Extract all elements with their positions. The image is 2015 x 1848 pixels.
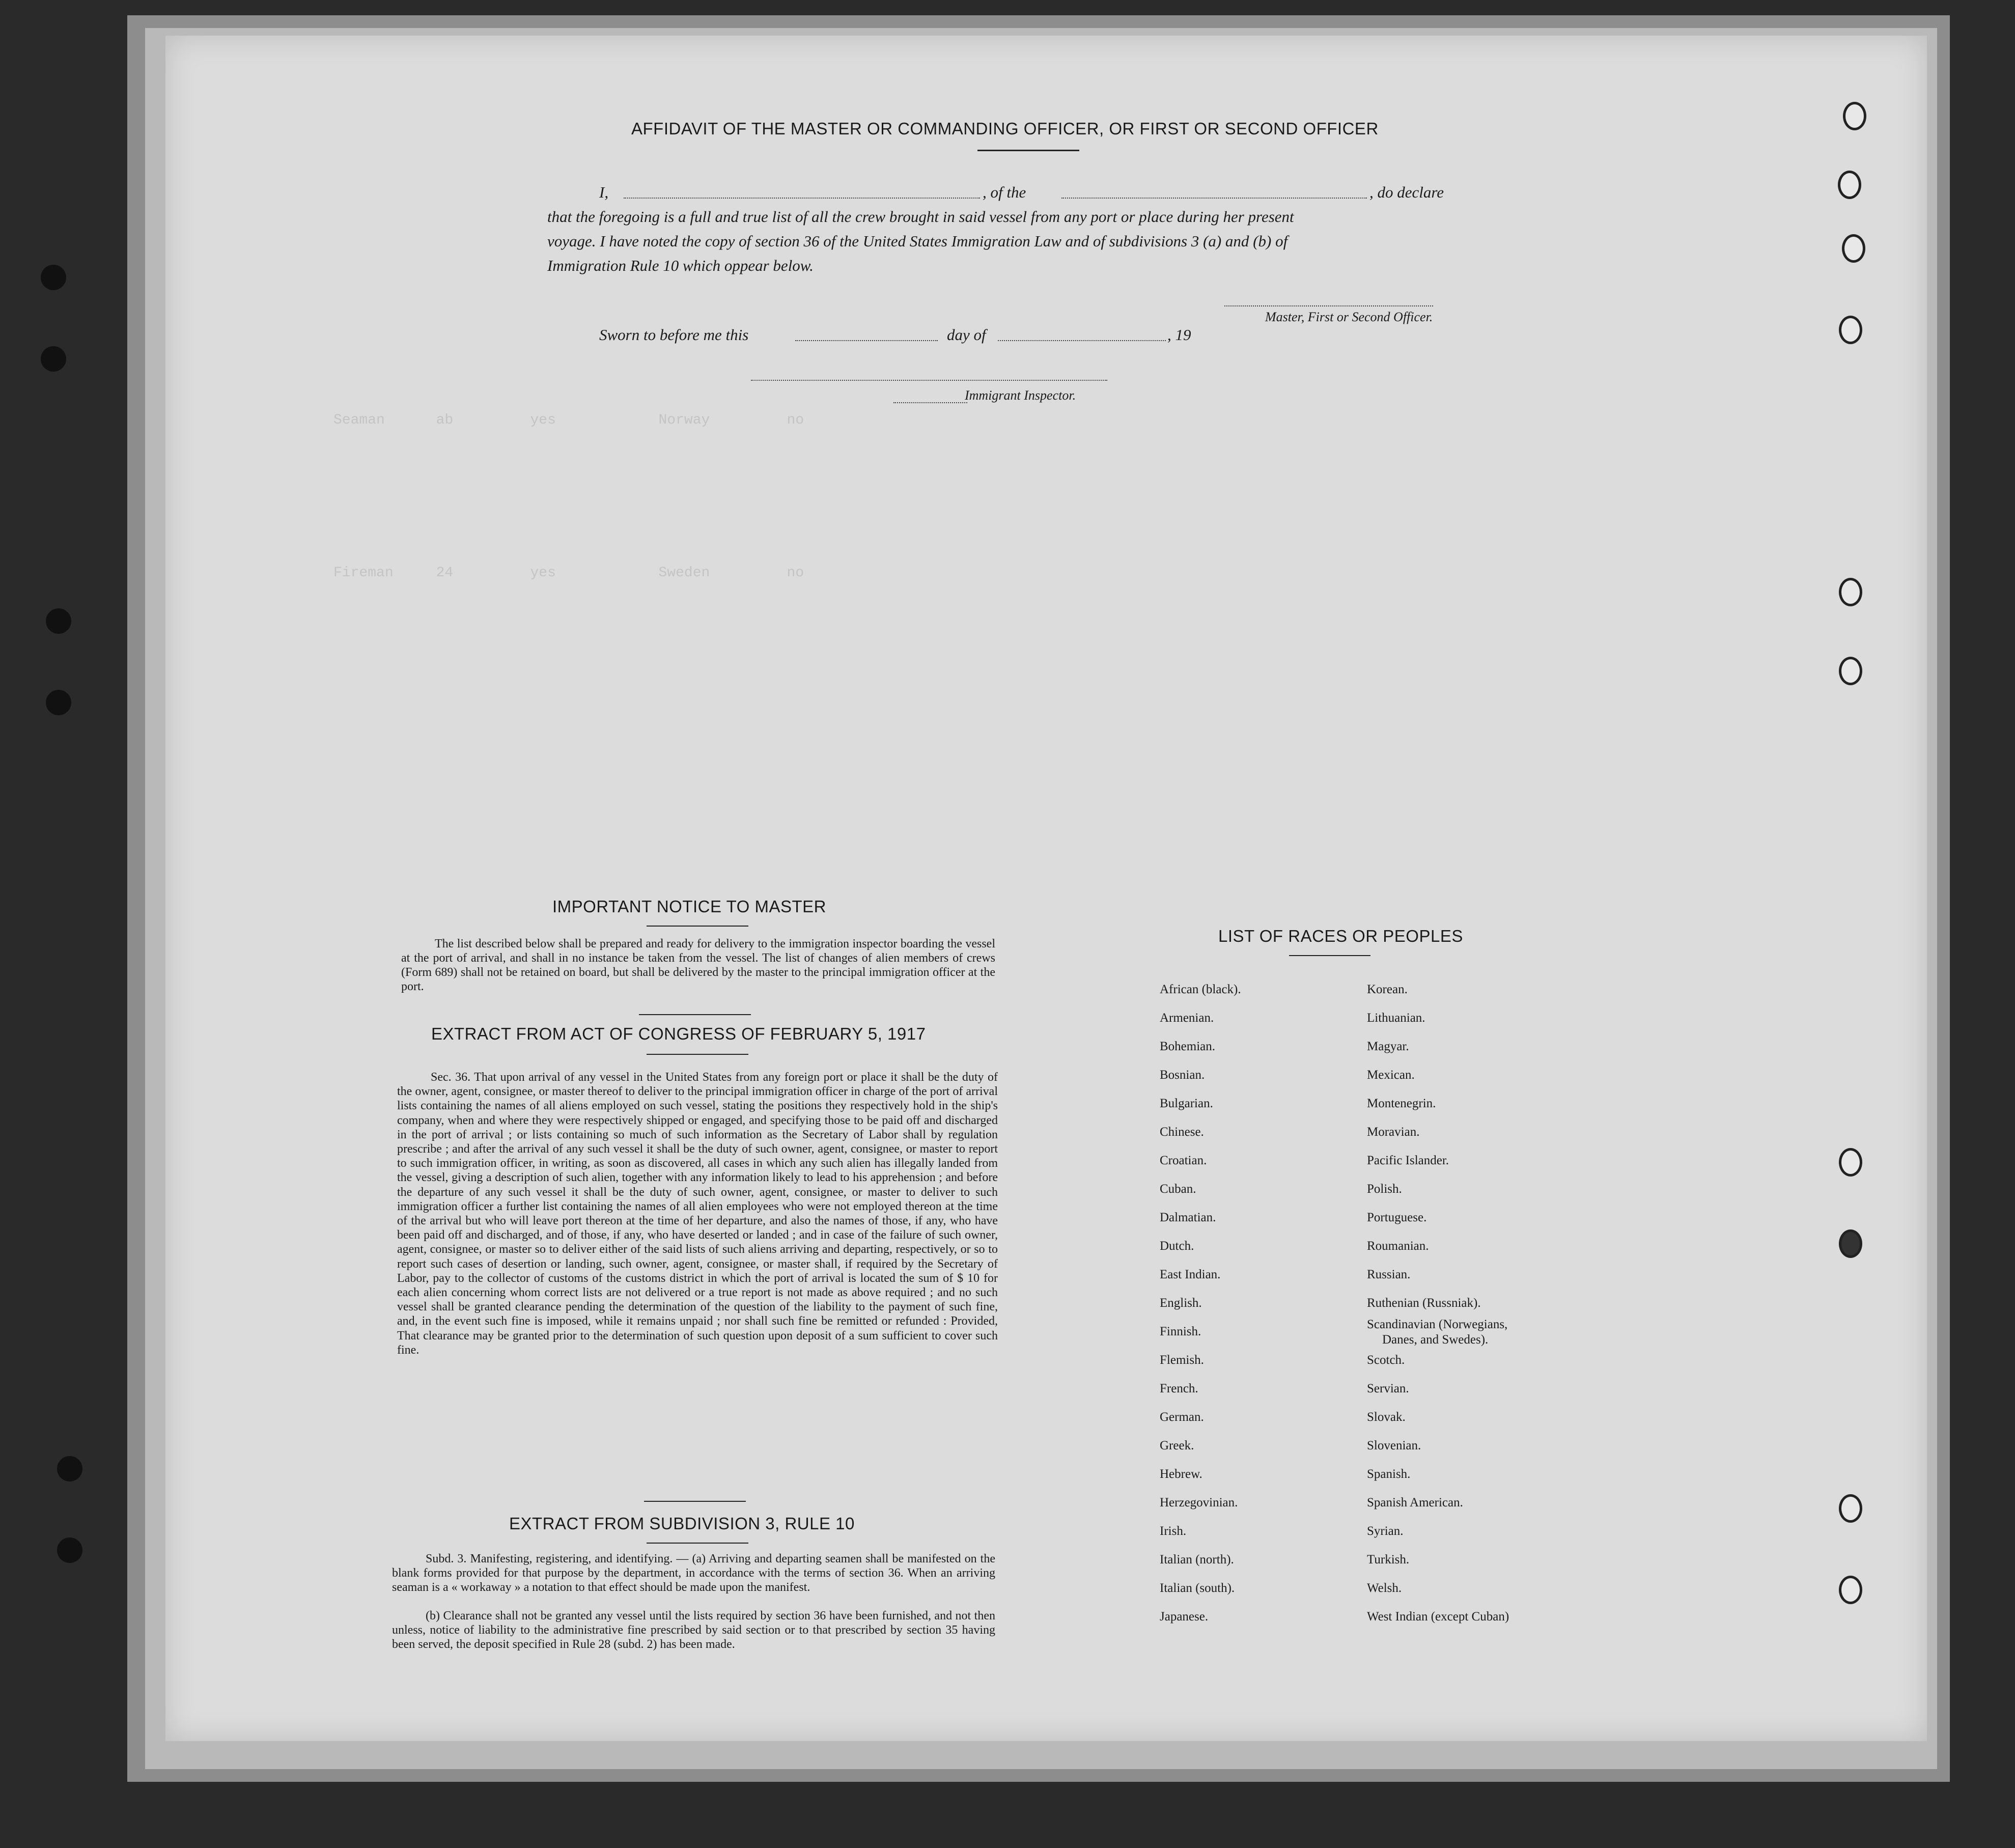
inspector-dots	[893, 402, 967, 403]
affidavit-i: I,	[599, 183, 609, 201]
binder-hole	[46, 690, 71, 715]
race-item: Magyar.	[1367, 1040, 1409, 1053]
race-item: West Indian (except Cuban)	[1367, 1610, 1509, 1623]
race-item: Bohemian.	[1160, 1040, 1216, 1053]
punch-ring	[1839, 1494, 1862, 1523]
binder-hole	[41, 346, 66, 372]
races-underline	[1289, 955, 1370, 956]
punch-ring	[1839, 316, 1862, 344]
extract-rule-text-a: Subd. 3. Manifesting, registering, and identifying. — (a) Arriving and departing seamen shall be manifested on the blank forms provided for that purpose by the department, in accordance with the terms of section 36. When an arriving seaman is a « workaway » a notation to that effect should be made upon the manifest.	[392, 1552, 995, 1594]
affidavit-do-declare: , do declare	[1369, 183, 1444, 201]
race-item: Japanese.	[1160, 1610, 1209, 1623]
affidavit-line3: voyage. I have noted the copy of section 36 of the United States Immigration Law and of subdivisions 3 (a) and (b) of	[547, 232, 1288, 250]
notice-underline	[647, 926, 748, 927]
inspector-signature-line[interactable]	[751, 380, 1107, 381]
race-item: Hebrew.	[1160, 1467, 1202, 1481]
bleed-through-text: Seaman ab yes Norway no	[333, 412, 804, 428]
race-item: Spanish.	[1367, 1467, 1411, 1481]
notice-title: IMPORTANT NOTICE TO MASTER	[552, 897, 827, 916]
affidavit-of-the: , of the	[983, 183, 1026, 201]
race-item: Dutch.	[1160, 1239, 1194, 1253]
race-item: Chinese.	[1160, 1125, 1204, 1139]
punch-ring	[1842, 234, 1865, 263]
race-item: Italian (south).	[1160, 1581, 1235, 1595]
notice-text: The list described below shall be prepared and ready for delivery to the immigration inspector boarding the vessel at the port of arrival, and shall in no instance be taken from the vessel. The list of changes of alien members of crews (Form 689) shall not be retained on board, but shall be delivered by the master to the principal immigration officer at the port.	[401, 937, 995, 993]
race-item: Greek.	[1160, 1439, 1194, 1452]
race-item: Scotch.	[1367, 1353, 1405, 1367]
affidavit-line2: that the foregoing is a full and true list of all the crew brought in said vessel from any port or place during her present	[547, 208, 1294, 226]
race-item: German.	[1160, 1410, 1204, 1424]
officer-signature-line[interactable]	[1224, 305, 1433, 306]
race-item: Ruthenian (Russniak).	[1367, 1296, 1481, 1310]
vessel-blank[interactable]	[1061, 198, 1367, 199]
race-item: Welsh.	[1367, 1581, 1402, 1595]
race-item: Korean.	[1367, 983, 1408, 996]
race-item: Italian (north).	[1160, 1553, 1234, 1566]
race-item: East Indian.	[1160, 1268, 1221, 1281]
race-item: Syrian.	[1367, 1524, 1404, 1538]
race-item: Flemish.	[1160, 1353, 1204, 1367]
race-item: Montenegrin.	[1367, 1097, 1436, 1110]
race-item: Irish.	[1160, 1524, 1187, 1538]
extract-rule-text-b: (b) Clearance shall not be granted any vessel until the lists required by section 36 have been furnished, and not then unless, notice of liability to the administrative fine prescribed by said section or to that prescribed by section 35 having been served, the deposit specified in Rule 28 (subd. 2) has been made.	[392, 1609, 995, 1651]
punch-ring	[1839, 1148, 1862, 1177]
affidavit-line4: Immigration Rule 10 which oppear below.	[547, 257, 814, 274]
race-item: Mexican.	[1367, 1068, 1415, 1082]
race-item: Moravian.	[1367, 1125, 1420, 1139]
binder-hole	[57, 1456, 82, 1481]
title-underline	[977, 150, 1079, 151]
races-title: LIST OF RACES OR PEOPLES	[1218, 927, 1463, 945]
binder-hole	[57, 1537, 82, 1563]
race-item: Scandinavian (Norwegians,	[1367, 1318, 1508, 1331]
race-item: Slovenian.	[1367, 1439, 1421, 1452]
sworn-text: Sworn to before me this	[599, 326, 749, 344]
separator	[639, 1014, 751, 1015]
affidavit-title: AFFIDAVIT OF THE MASTER OR COMMANDING OFFICER, OR FIRST OR SECOND OFFICER	[631, 119, 1379, 138]
race-item: Russian.	[1367, 1268, 1411, 1281]
punch-ring	[1839, 1576, 1862, 1604]
race-item: Cuban.	[1160, 1182, 1196, 1196]
inspector-label: Immigrant Inspector.	[965, 388, 1076, 403]
race-item: English.	[1160, 1296, 1202, 1310]
race-item: Finnish.	[1160, 1325, 1201, 1338]
punch-ring	[1843, 102, 1866, 130]
race-item: Bulgarian.	[1160, 1097, 1213, 1110]
race-item: Turkish.	[1367, 1553, 1410, 1566]
punch-ring	[1839, 1229, 1862, 1258]
bleed-through-text: Fireman 24 yes Sweden no	[333, 565, 804, 581]
race-item: Spanish American.	[1367, 1496, 1463, 1509]
extract-act-text: Sec. 36. That upon arrival of any vessel in the United States from any foreign port or place it shall be the duty of the owner, agent, consignee, or master thereof to deliver to the principal immigration officer in charge of the port of arrival lists containing the names of all aliens employed on such vessel, stating the positions they respectively hold in the ship's company, when and where they were respectively shipped or engaged, and specifying those to be paid off and discharged in the port of arrival ; or lists containing so much of such information as the Secretary of Labor shall by regulation prescribe ; and after the arrival of any such vessel it shall be the duty of such owner, agent, consignee, or master to report to such immigration officer, in writing, as soon as discovered, all cases in which any such alien has illegally landed from the vessel, giving a description of such alien, together with any information likely to lead to his apprehension ; and before the departure of any such vessel it shall be the duty of such owner, agent, consignee, or master to deliver to such immigration officer a further list containing the names of all alien employees who were not employed thereon at the time of the arrival but who will leave port thereon at the time of her departure, and also the names of those, if any, who have been paid off and discharged, and of those, if any, who have deserted or landed ; and in case of the failure of such owner, agent, consignee, or master so to deliver either of the said lists of such aliens arriving and departing, respectively, or so to report such cases of desertion or landing, such owner, agent, consignee, or master shall, if required by the Secretary of Labor, pay to the collector of customs of the customs district in which the port of arrival is located the sum of $ 10 for each alien concerning whom correct lists are not delivered or a true report is not made as above required ; and no such vessel shall be granted clearance pending the determination of the question of the liability to the payment of such fine, and, in the event such fine is imposed, while it remains unpaid ; nor shall such fine be remitted or refunded : Provided, That clearance may be granted prior to the determination of such question upon deposit of a sum sufficient to cover such fine.	[397, 1071, 998, 1357]
extract-act-underline	[647, 1054, 748, 1055]
extract-rule-underline	[647, 1543, 748, 1544]
binder-hole	[41, 265, 66, 290]
extract-rule-title: EXTRACT FROM SUBDIVISION 3, RULE 10	[509, 1514, 855, 1533]
race-item: Polish.	[1367, 1182, 1402, 1196]
month-blank[interactable]	[998, 340, 1166, 341]
race-item: Herzegovinian.	[1160, 1496, 1238, 1509]
race-item: Portuguese.	[1367, 1211, 1427, 1224]
race-item: Pacific Islander.	[1367, 1154, 1449, 1167]
punch-ring	[1839, 578, 1862, 606]
extract-act-title: EXTRACT FROM ACT OF CONGRESS OF FEBRUARY 5, 1917	[431, 1024, 926, 1043]
race-item: Slovak.	[1367, 1410, 1406, 1424]
race-item: Roumanian.	[1367, 1239, 1429, 1253]
sworn-day-blank[interactable]	[795, 340, 938, 341]
document-page	[165, 36, 1927, 1741]
race-item: African (black).	[1160, 983, 1241, 996]
race-item: Servian.	[1367, 1382, 1409, 1395]
race-item-continuation: Danes, and Swedes).	[1382, 1333, 1489, 1347]
binder-hole	[46, 608, 71, 634]
race-item: Armenian.	[1160, 1011, 1214, 1025]
day-of-text: day of	[947, 326, 986, 344]
race-item: Bosnian.	[1160, 1068, 1205, 1082]
punch-ring	[1839, 657, 1862, 685]
punch-ring	[1838, 171, 1861, 199]
race-item: Lithuanian.	[1367, 1011, 1425, 1025]
race-item: Dalmatian.	[1160, 1211, 1216, 1224]
year-text: , 19	[1167, 326, 1191, 344]
name-blank[interactable]	[624, 198, 980, 199]
separator	[644, 1501, 746, 1502]
race-item: French.	[1160, 1382, 1198, 1395]
race-item: Croatian.	[1160, 1154, 1207, 1167]
officer-label: Master, First or Second Officer.	[1265, 310, 1433, 324]
